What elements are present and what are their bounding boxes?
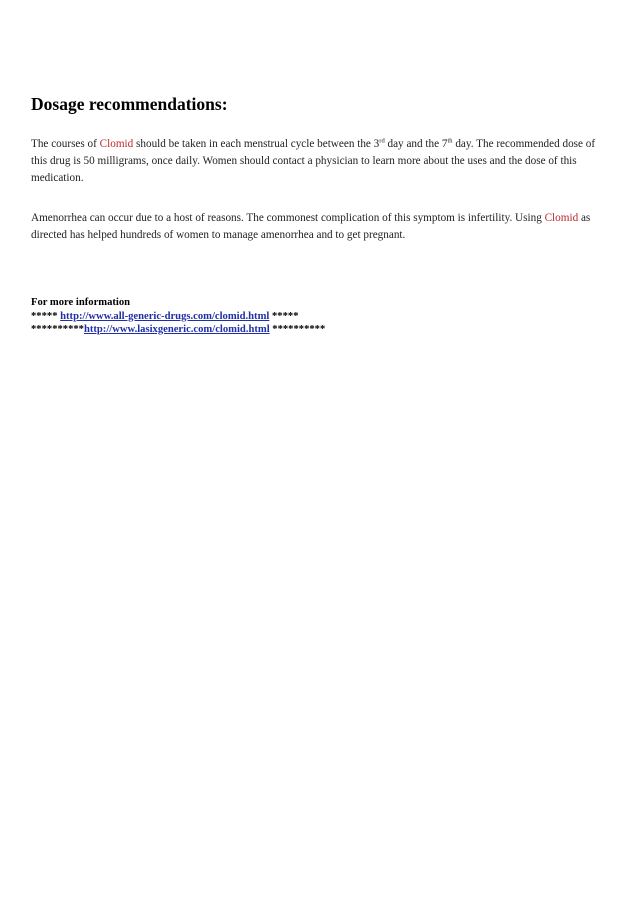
generic-drugs-link[interactable]: http://www.all-generic-drugs.com/clomid.html <box>60 310 270 322</box>
amenorrhea-text-1: Amenorrhea can occur due to a host of reasons. The commonest complication of this symptom is infertility. Using <box>31 212 545 224</box>
dosage-text-4: day. The recommended dose of this drug is 50 milligrams, once daily. Women should contact a physician to learn more about the uses and the dose of this medication. <box>31 138 596 184</box>
link-line-2 <box>31 323 325 337</box>
link-line-1 <box>31 310 325 324</box>
drug-name: Clomid <box>544 212 579 224</box>
drug-name: Clomid <box>99 138 134 150</box>
stars: ***** <box>269 310 299 322</box>
stars: ********** <box>31 324 84 335</box>
dosage-text-3: day and the 7 <box>384 138 448 150</box>
stars: ********** <box>269 324 326 335</box>
dosage-text-1: The courses of <box>31 138 100 150</box>
ordinal-suffix: th <box>447 137 453 145</box>
dosage-paragraph <box>31 136 611 187</box>
amenorrhea-text-2: as directed has helped hundreds of women to manage amenorrhea and to get pregnant. <box>31 212 591 241</box>
more-info-label: For more information <box>31 297 131 308</box>
amenorrhea-paragraph <box>31 210 611 244</box>
dosage-text-2: should be taken in each menstrual cycle between the 3 <box>133 138 380 150</box>
more-info-block <box>31 296 325 337</box>
page-heading: Dosage recommendations: <box>31 94 228 114</box>
stars: ***** <box>31 310 61 322</box>
ordinal-suffix: rd <box>379 137 385 145</box>
lasix-generic-link[interactable]: http://www.lasixgeneric.com/clomid.html <box>83 324 270 335</box>
